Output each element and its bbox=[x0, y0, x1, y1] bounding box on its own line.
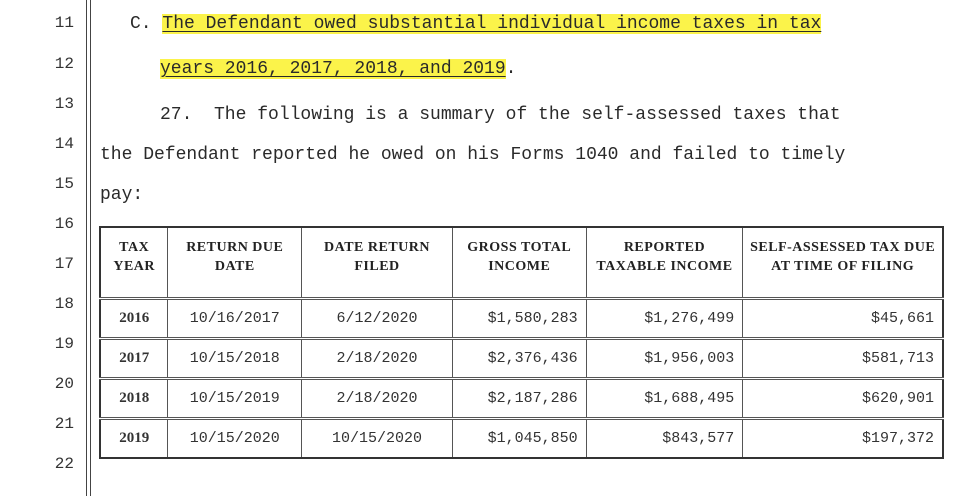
paragraph-line-1: 27. The following is a summary of the self-assessed taxes that bbox=[160, 105, 841, 125]
cell-tax-year: 2017 bbox=[100, 338, 168, 378]
line-number: 16 bbox=[54, 215, 74, 233]
margin-rule-right bbox=[90, 0, 91, 496]
cell-date-return-filed: 6/12/2020 bbox=[302, 298, 453, 338]
cell-date-return-filed: 10/15/2020 bbox=[302, 418, 453, 458]
header-return-due-date: RETURN DUE DATE bbox=[168, 227, 302, 298]
header-reported-taxable-income: REPORTED TAXABLE INCOME bbox=[586, 227, 743, 298]
cell-date-return-filed: 2/18/2020 bbox=[302, 338, 453, 378]
heading-prefix: C. bbox=[130, 14, 163, 34]
line-number: 12 bbox=[54, 55, 74, 73]
table-header-row bbox=[100, 227, 943, 298]
cell-reported-taxable-income: $1,956,003 bbox=[586, 338, 743, 378]
table-row bbox=[100, 418, 943, 458]
cell-reported-taxable-income: $843,577 bbox=[586, 418, 743, 458]
cell-self-assessed-tax-due: $620,901 bbox=[743, 378, 943, 418]
cell-tax-year: 2018 bbox=[100, 378, 168, 418]
section-heading-line-2 bbox=[160, 59, 516, 79]
paragraph-line-3: pay: bbox=[100, 185, 144, 205]
line-number: 11 bbox=[54, 14, 74, 32]
line-number: 18 bbox=[54, 295, 74, 313]
table-row bbox=[100, 298, 943, 338]
line-number: 17 bbox=[54, 255, 74, 273]
cell-tax-year: 2016 bbox=[100, 298, 168, 338]
line-number: 22 bbox=[54, 455, 74, 473]
paragraph-line-2: the Defendant reported he owed on his Forms 1040 and failed to timely bbox=[100, 145, 846, 165]
header-date-return-filed: DATE RETURN FILED bbox=[302, 227, 453, 298]
header-self-assessed-tax-due: SELF-ASSESSED TAX DUE AT TIME OF FILING bbox=[743, 227, 943, 298]
cell-self-assessed-tax-due: $197,372 bbox=[743, 418, 943, 458]
table-row bbox=[100, 378, 943, 418]
heading-highlight: years 2016, 2017, 2018, and 2019 bbox=[160, 59, 506, 79]
tax-summary-table bbox=[99, 226, 944, 459]
cell-reported-taxable-income: $1,688,495 bbox=[586, 378, 743, 418]
cell-return-due-date: 10/15/2019 bbox=[168, 378, 302, 418]
cell-gross-total-income: $2,187,286 bbox=[452, 378, 586, 418]
header-tax-year: TAX YEAR bbox=[100, 227, 168, 298]
heading-highlight: The Defendant owed substantial individual income taxes in tax bbox=[162, 14, 822, 34]
cell-gross-total-income: $1,580,283 bbox=[452, 298, 586, 338]
cell-gross-total-income: $2,376,436 bbox=[452, 338, 586, 378]
cell-date-return-filed: 2/18/2020 bbox=[302, 378, 453, 418]
heading-suffix: . bbox=[505, 59, 517, 79]
line-number: 13 bbox=[54, 95, 74, 113]
margin-rule-left bbox=[86, 0, 87, 496]
cell-reported-taxable-income: $1,276,499 bbox=[586, 298, 743, 338]
cell-return-due-date: 10/16/2017 bbox=[168, 298, 302, 338]
line-number: 21 bbox=[54, 415, 74, 433]
cell-return-due-date: 10/15/2018 bbox=[168, 338, 302, 378]
table-row bbox=[100, 338, 943, 378]
line-number: 14 bbox=[54, 135, 74, 153]
line-number: 20 bbox=[54, 375, 74, 393]
cell-self-assessed-tax-due: $45,661 bbox=[743, 298, 943, 338]
cell-self-assessed-tax-due: $581,713 bbox=[743, 338, 943, 378]
line-number: 19 bbox=[54, 335, 74, 353]
section-heading-line-1 bbox=[130, 14, 821, 34]
header-gross-total-income: GROSS TOTAL INCOME bbox=[452, 227, 586, 298]
cell-gross-total-income: $1,045,850 bbox=[452, 418, 586, 458]
line-number: 15 bbox=[54, 175, 74, 193]
cell-return-due-date: 10/15/2020 bbox=[168, 418, 302, 458]
cell-tax-year: 2019 bbox=[100, 418, 168, 458]
